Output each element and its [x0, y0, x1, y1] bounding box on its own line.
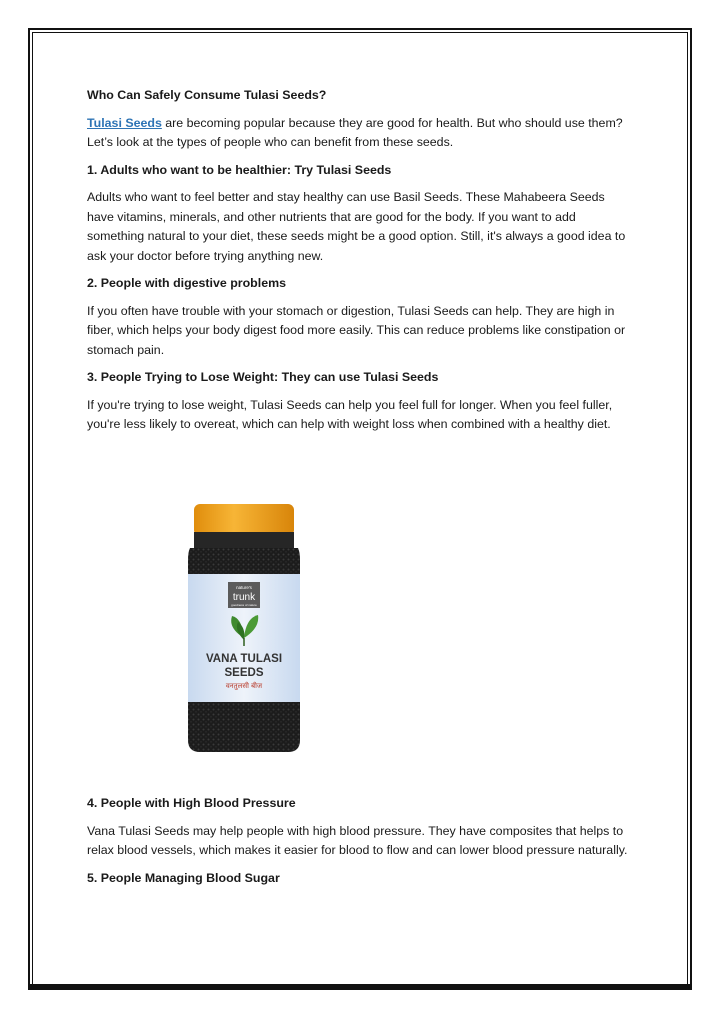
- brand-tagline: goodness of nature: [231, 603, 257, 607]
- label-hindi: वनतुलसी बीज: [225, 682, 263, 690]
- page-border-bottom: [28, 984, 692, 990]
- document-body-continued: [87, 794, 635, 896]
- intro-paragraph: [87, 114, 635, 153]
- section-3-body: If you're trying to lose weight, Tulasi Seeds can help you feel full for longer. When you feel fuller, you're less likely to overeat, which can help with weight loss when combined with a healthy diet.: [87, 397, 613, 431]
- main-heading: Who Can Safely Consume Tulasi Seeds?: [87, 88, 327, 102]
- product-image: [172, 478, 306, 774]
- intro-text: are becoming popular because they are good for health. But who should use them? Let’s look at the types of people who can benefit from these seeds.: [87, 115, 623, 149]
- brand-small-text: nature's: [236, 585, 252, 590]
- label-line-1: VANA TULASI: [205, 653, 283, 665]
- section-2-body: If you often have trouble with your stomach or digestion, Tulasi Seeds can help. They are high in fiber, which helps your body digest food more easily. This can reduce problems like constipation or stomach pain.: [87, 303, 626, 357]
- seed-jar-illustration: [172, 478, 306, 774]
- section-1-title: 1. Adults who want to be healthier: Try Tulasi Seeds: [87, 162, 392, 177]
- tulasi-seeds-link[interactable]: Tulasi Seeds: [87, 115, 162, 130]
- jar-lid: [194, 504, 294, 536]
- label-line-2: SEEDS: [224, 667, 264, 679]
- section-2-title: 2. People with digestive problems: [87, 276, 286, 290]
- document-body: [87, 86, 635, 443]
- section-1-body: Adults who want to feel better and stay healthy can use Basil Seeds. These Mahabeera Seeds have vitamins, minerals, and other nutrients that are good for the body. If you want to add something natural to your diet, these seeds might be a good option. Still, it's always a good idea to ask your doctor before trying anything new.: [87, 190, 626, 263]
- section-5-title: 5. People Managing Blood Sugar: [87, 870, 280, 885]
- brand-text: trunk: [232, 592, 256, 603]
- section-4-title: 4. People with High Blood Pressure: [87, 796, 296, 810]
- section-4-body: Vana Tulasi Seeds may help people with high blood pressure. They have composites that helps to relax blood vessels, which makes it easier for blood to flow and can lower blood pressure naturally.: [87, 823, 628, 857]
- section-3-title: 3. People Trying to Lose Weight: They can use Tulasi Seeds: [87, 370, 439, 384]
